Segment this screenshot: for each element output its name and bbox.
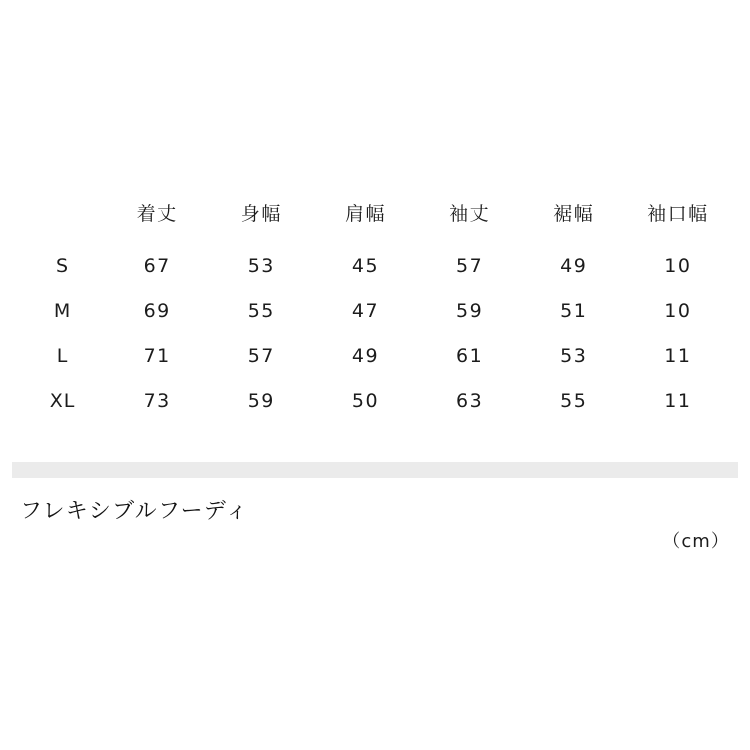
table-row [20, 288, 730, 333]
cell-hem-width: 49 [560, 254, 588, 277]
header-row [20, 190, 730, 243]
cell-hem-width: 53 [560, 344, 588, 367]
cell-sleeve-length: 63 [455, 389, 484, 412]
row-size-label: S [56, 254, 70, 277]
cell-shoulder-width: 50 [351, 389, 380, 412]
row-size-label: XL [49, 389, 76, 412]
cell-length: 67 [143, 254, 171, 277]
cell-cuff-width: 10 [664, 299, 692, 322]
table-row [20, 243, 730, 288]
size-table-head [20, 190, 730, 243]
size-table [20, 190, 730, 423]
column-header-shoulder-width: 肩幅 [344, 203, 386, 225]
cell-shoulder-width: 47 [351, 299, 380, 322]
section-divider [12, 462, 738, 478]
column-header-cuff-width: 袖口幅 [647, 203, 709, 225]
cell-sleeve-length: 57 [455, 254, 484, 277]
size-table-body [20, 243, 730, 423]
unit-note: （cm） [662, 531, 730, 552]
product-name: フレキシブルフーディ [20, 499, 249, 524]
cell-sleeve-length: 59 [455, 299, 484, 322]
cell-length: 69 [143, 299, 171, 322]
cell-shoulder-width: 49 [351, 344, 380, 367]
cell-length: 73 [143, 389, 171, 412]
cell-cuff-width: 11 [664, 344, 692, 367]
row-size-label: M [53, 299, 72, 322]
header-corner [20, 190, 105, 243]
cell-chest-width: 59 [247, 389, 275, 412]
column-header-length: 着丈 [136, 203, 178, 225]
cell-chest-width: 53 [247, 254, 275, 277]
cell-cuff-width: 10 [664, 254, 692, 277]
cell-length: 71 [143, 344, 171, 367]
table-row [20, 378, 730, 423]
cell-hem-width: 55 [560, 389, 588, 412]
column-header-sleeve-length: 袖丈 [449, 203, 491, 225]
cell-shoulder-width: 45 [351, 254, 380, 277]
cell-chest-width: 57 [247, 344, 275, 367]
table-row [20, 333, 730, 378]
cell-hem-width: 51 [560, 299, 588, 322]
column-header-hem-width: 裾幅 [553, 203, 595, 225]
cell-cuff-width: 11 [664, 389, 692, 412]
cell-chest-width: 55 [247, 299, 275, 322]
row-size-label: L [56, 344, 69, 367]
column-header-chest-width: 身幅 [240, 203, 282, 225]
cell-sleeve-length: 61 [455, 344, 484, 367]
